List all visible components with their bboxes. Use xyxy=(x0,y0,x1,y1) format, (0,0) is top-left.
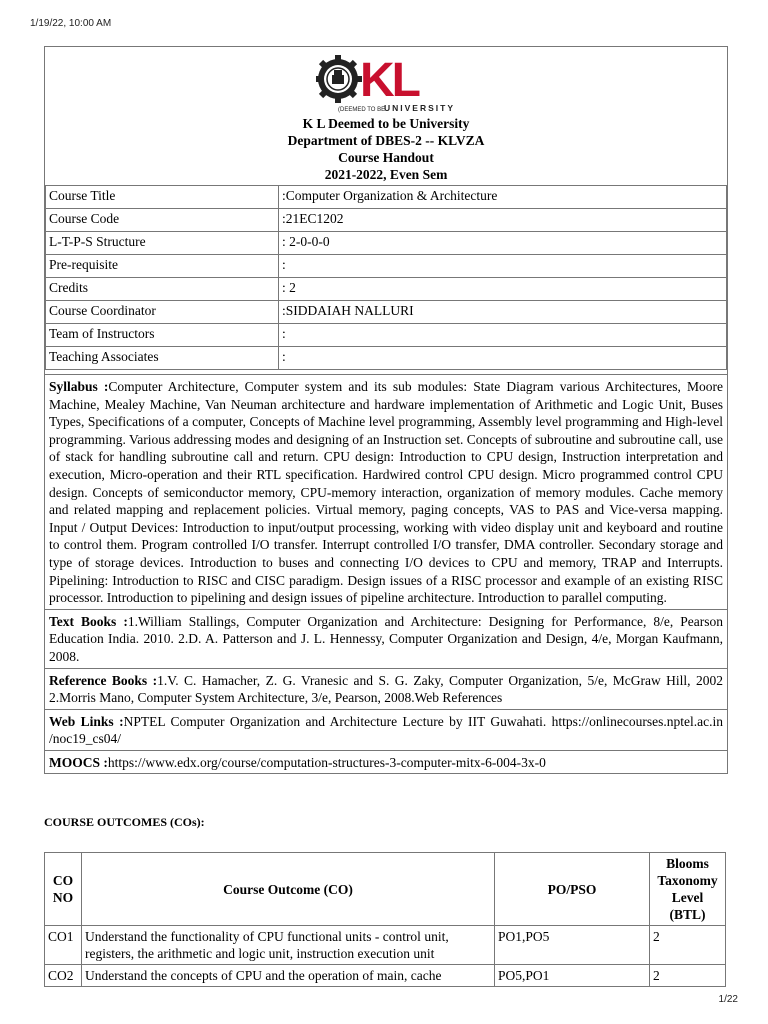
info-row xyxy=(46,232,727,255)
info-label: Course Coordinator xyxy=(46,301,279,324)
course-outcomes-heading: COURSE OUTCOMES (COs): xyxy=(44,815,205,829)
handout-header xyxy=(45,47,727,185)
reference-books-section xyxy=(45,668,727,709)
academic-term: 2021-2022, Even Sem xyxy=(324,167,448,182)
reference-books-text: 1.V. C. Hamacher, Z. G. Vranesic and S. G. Zaky, Computer Organization, 5/e, McGraw Hill, 2002 2.Morris Mano, Computer System Architecture, 3/e, Pearson, 2008.Web References xyxy=(49,672,723,706)
web-links-text: NPTEL Computer Organization and Architecture Lecture by IIT Guwahati. https://onlinecourses.nptel.ac.in /noc19_cs04/ xyxy=(49,713,723,747)
svg-text:(DEEMED TO BE: (DEEMED TO BE xyxy=(338,107,386,113)
info-label: Teaching Associates xyxy=(46,347,279,370)
print-date-header: 1/19/22, 10:00 AM xyxy=(30,18,112,29)
web-links-section xyxy=(45,709,727,750)
co-po-header: PO/PSO xyxy=(495,853,650,926)
syllabus-text: Computer Architecture, Computer system and its sub modules: State Diagram various Architectures, Moore Machine, Mealey Machine, Van Neuman architecture and hardware implementation of Arithmetic and Logic Unit, Buses Types, Specifications of a computer, Concepts of Machine level programming, Assembly level programming and High-level programming. Various addressing modes and designing of an Instruction set. Concepts of subroutine and subroutine call, use of stack for handling subroutine call and return. CPU design: Introduction to CPU design, Instruction interpretation and execution, Micro-operation and their RTL specification. Hardwired control CPU design. Micro programmed control CPU design. Concepts of semiconductor memory, CPU-memory interaction, organization of memory modules. Cache memory and related mapping and replacement policies. Virtual memory, paging concepts, VAS to PAS and Vice-versa mapping. Input / Output Devices: Introduction to input/output processing, working with video display unit and keyboard and routine to control them. Program controlled I/O transfer. Interrupt controlled I/O transfer, DMA controller. Secondary storage and type of storage devices. Introduction to buses and connecting I/O devices to CPU and memory, TRAP and Interrupts. Pipelining: Introduction to RISC and CISC paradigm. Design issues of a RISC processor and example of an existing RISC processor. Introduction to pipelining and design issues of pipeline architecture. Introduction to parallel computing. xyxy=(49,379,723,606)
syllabus-label: Syllabus : xyxy=(49,379,109,394)
course-info-table xyxy=(45,185,727,370)
text-books-text: 1.William Stallings, Computer Organization and Architecture: Designing for Performance, 8/e, Pearson Education India. 2010. 2.D. A. Patterson and J. L. Hennessy, Computer Organization and Design, 4/e, Morgan Kaufmann, 2008. xyxy=(49,613,724,664)
info-label: Pre-requisite xyxy=(46,255,279,278)
info-value: : xyxy=(279,255,727,278)
university-name: K L Deemed to be University xyxy=(302,116,470,131)
co-outcome-header: Course Outcome (CO) xyxy=(82,853,495,926)
info-value: :21EC1202 xyxy=(279,209,727,232)
co-no: CO1 xyxy=(45,926,82,965)
university-logo xyxy=(45,51,727,115)
moocs-link[interactable]: https://www.edx.org/course/computation-structures-3-computer-mitx-6-004-3x-0 xyxy=(107,754,546,770)
table-row xyxy=(45,926,726,965)
co-btl: 2 xyxy=(650,926,726,965)
co-header-row xyxy=(45,853,726,926)
moocs-label: MOOCS : xyxy=(49,754,108,770)
co-btl-header: Blooms Taxonomy Level (BTL) xyxy=(650,853,726,926)
info-row xyxy=(46,324,727,347)
text-books-section xyxy=(45,609,727,668)
info-label: Team of Instructors xyxy=(46,324,279,347)
syllabus-section xyxy=(45,374,727,609)
info-row xyxy=(46,301,727,324)
text-books-label: Text Books : xyxy=(49,613,128,629)
page-number: 1/22 xyxy=(718,994,738,1005)
svg-text:UNIVERSITY: UNIVERSITY xyxy=(384,103,456,113)
info-row xyxy=(46,209,727,232)
co-outcome: Understand the concepts of CPU and the operation of main, cache xyxy=(82,965,495,987)
department-name: Department of DBES-2 -- KLVZA xyxy=(287,133,485,148)
info-label: Course Title xyxy=(46,186,279,209)
info-row xyxy=(46,278,727,301)
info-row xyxy=(46,347,727,370)
info-value: :Computer Organization & Architecture xyxy=(279,186,727,209)
info-value: : xyxy=(279,347,727,370)
table-row xyxy=(45,965,726,987)
info-label: L-T-P-S Structure xyxy=(46,232,279,255)
co-po: PO1,PO5 xyxy=(495,926,650,965)
co-no: CO2 xyxy=(45,965,82,987)
reference-books-label: Reference Books : xyxy=(49,672,158,688)
course-outcomes-table xyxy=(44,852,726,987)
co-po: PO5,PO1 xyxy=(495,965,650,987)
moocs-section xyxy=(45,750,727,774)
info-label: Credits xyxy=(46,278,279,301)
document-title: Course Handout xyxy=(338,150,434,165)
co-no-header: CO NO xyxy=(45,853,82,926)
kl-logo-icon xyxy=(316,52,456,114)
info-row xyxy=(46,255,727,278)
co-outcome: Understand the functionality of CPU functional units - control unit, registers, the arithmetic and logic unit, instruction execution unit xyxy=(82,926,495,965)
info-label: Course Code xyxy=(46,209,279,232)
info-value: :SIDDAIAH NALLURI xyxy=(279,301,727,324)
info-row xyxy=(46,186,727,209)
course-handout-sheet xyxy=(44,46,728,774)
co-btl: 2 xyxy=(650,965,726,987)
web-links-label: Web Links : xyxy=(49,713,124,729)
info-value: : xyxy=(279,324,727,347)
info-value: : 2-0-0-0 xyxy=(279,232,727,255)
info-value: : 2 xyxy=(279,278,727,301)
svg-text:KL: KL xyxy=(360,54,418,107)
